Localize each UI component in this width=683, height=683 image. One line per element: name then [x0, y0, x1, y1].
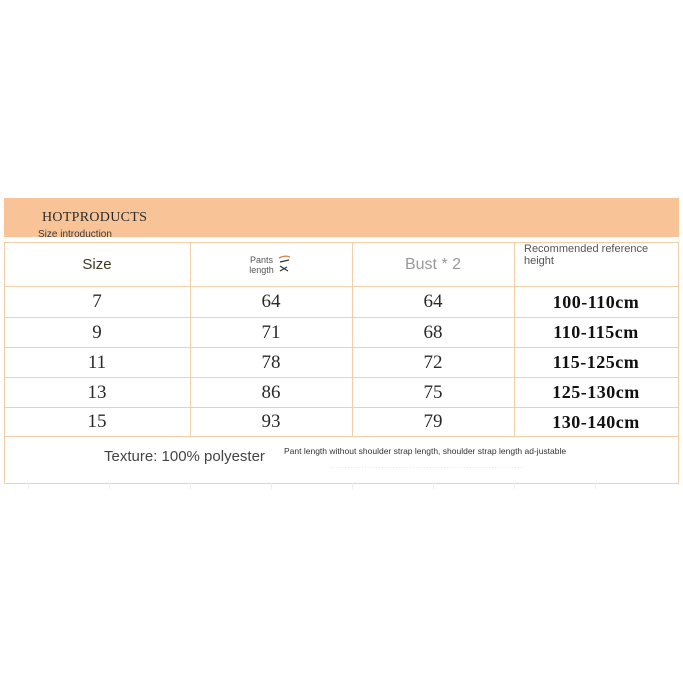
bust-cell: 75 [423, 381, 443, 403]
bust-cell: 79 [423, 411, 443, 432]
column-header-recommended-height [524, 243, 678, 286]
grid-line [271, 483, 272, 489]
grid-line [28, 483, 29, 489]
bust-cell: 72 [423, 351, 443, 373]
ruler-scribble-icon [277, 254, 293, 276]
height-cell: 115-125cm [552, 352, 640, 372]
texture-label: Texture: 100% polyester [104, 448, 265, 465]
pants-label-line2: length [249, 264, 274, 275]
grid-line [4, 436, 679, 437]
pants-label-line1: Pants [249, 254, 273, 265]
pants-length-cell: 64 [261, 291, 281, 312]
recommended-label-line2: height [524, 255, 554, 267]
recommended-label-line1: Recommended reference [524, 243, 649, 255]
height-cell: 110-115cm [553, 322, 639, 342]
column-header-bust: Bust * 2 [404, 255, 462, 273]
size-cell: 13 [87, 381, 107, 403]
pants-length-cell: 93 [261, 411, 281, 432]
grid-line [678, 242, 679, 483]
size-chart [4, 194, 679, 490]
height-cell: 125-130cm [552, 382, 640, 402]
faint-watermark-text: ····································································· [330, 462, 526, 472]
size-cell: 9 [92, 321, 102, 343]
grid-line [595, 483, 596, 489]
bust-cell: 64 [423, 291, 443, 312]
size-cell: 11 [87, 351, 107, 373]
grid-line [190, 483, 191, 489]
brand-name: HOTPRODUCTS [42, 210, 148, 225]
pants-length-cell: 71 [261, 321, 281, 343]
column-header-pants-length [190, 243, 352, 286]
size-cell: 15 [87, 411, 107, 432]
grid-line [433, 483, 434, 489]
pants-length-cell: 86 [261, 381, 281, 403]
height-cell: 100-110cm [552, 291, 640, 312]
header-band [4, 198, 679, 240]
strap-note: Pant length without shoulder strap length, shoulder strap length ad-justable [284, 446, 567, 456]
grid-line [4, 483, 679, 484]
height-cell: 130-140cm [552, 411, 640, 432]
grid-line [514, 483, 515, 489]
grid-line [109, 483, 110, 489]
bust-cell: 68 [423, 321, 443, 343]
size-cell: 7 [92, 291, 102, 312]
column-header-size: Size [82, 256, 112, 273]
grid-line [352, 483, 353, 489]
size-introduction-label: Size introduction [38, 229, 112, 240]
pants-length-cell: 78 [261, 351, 281, 373]
